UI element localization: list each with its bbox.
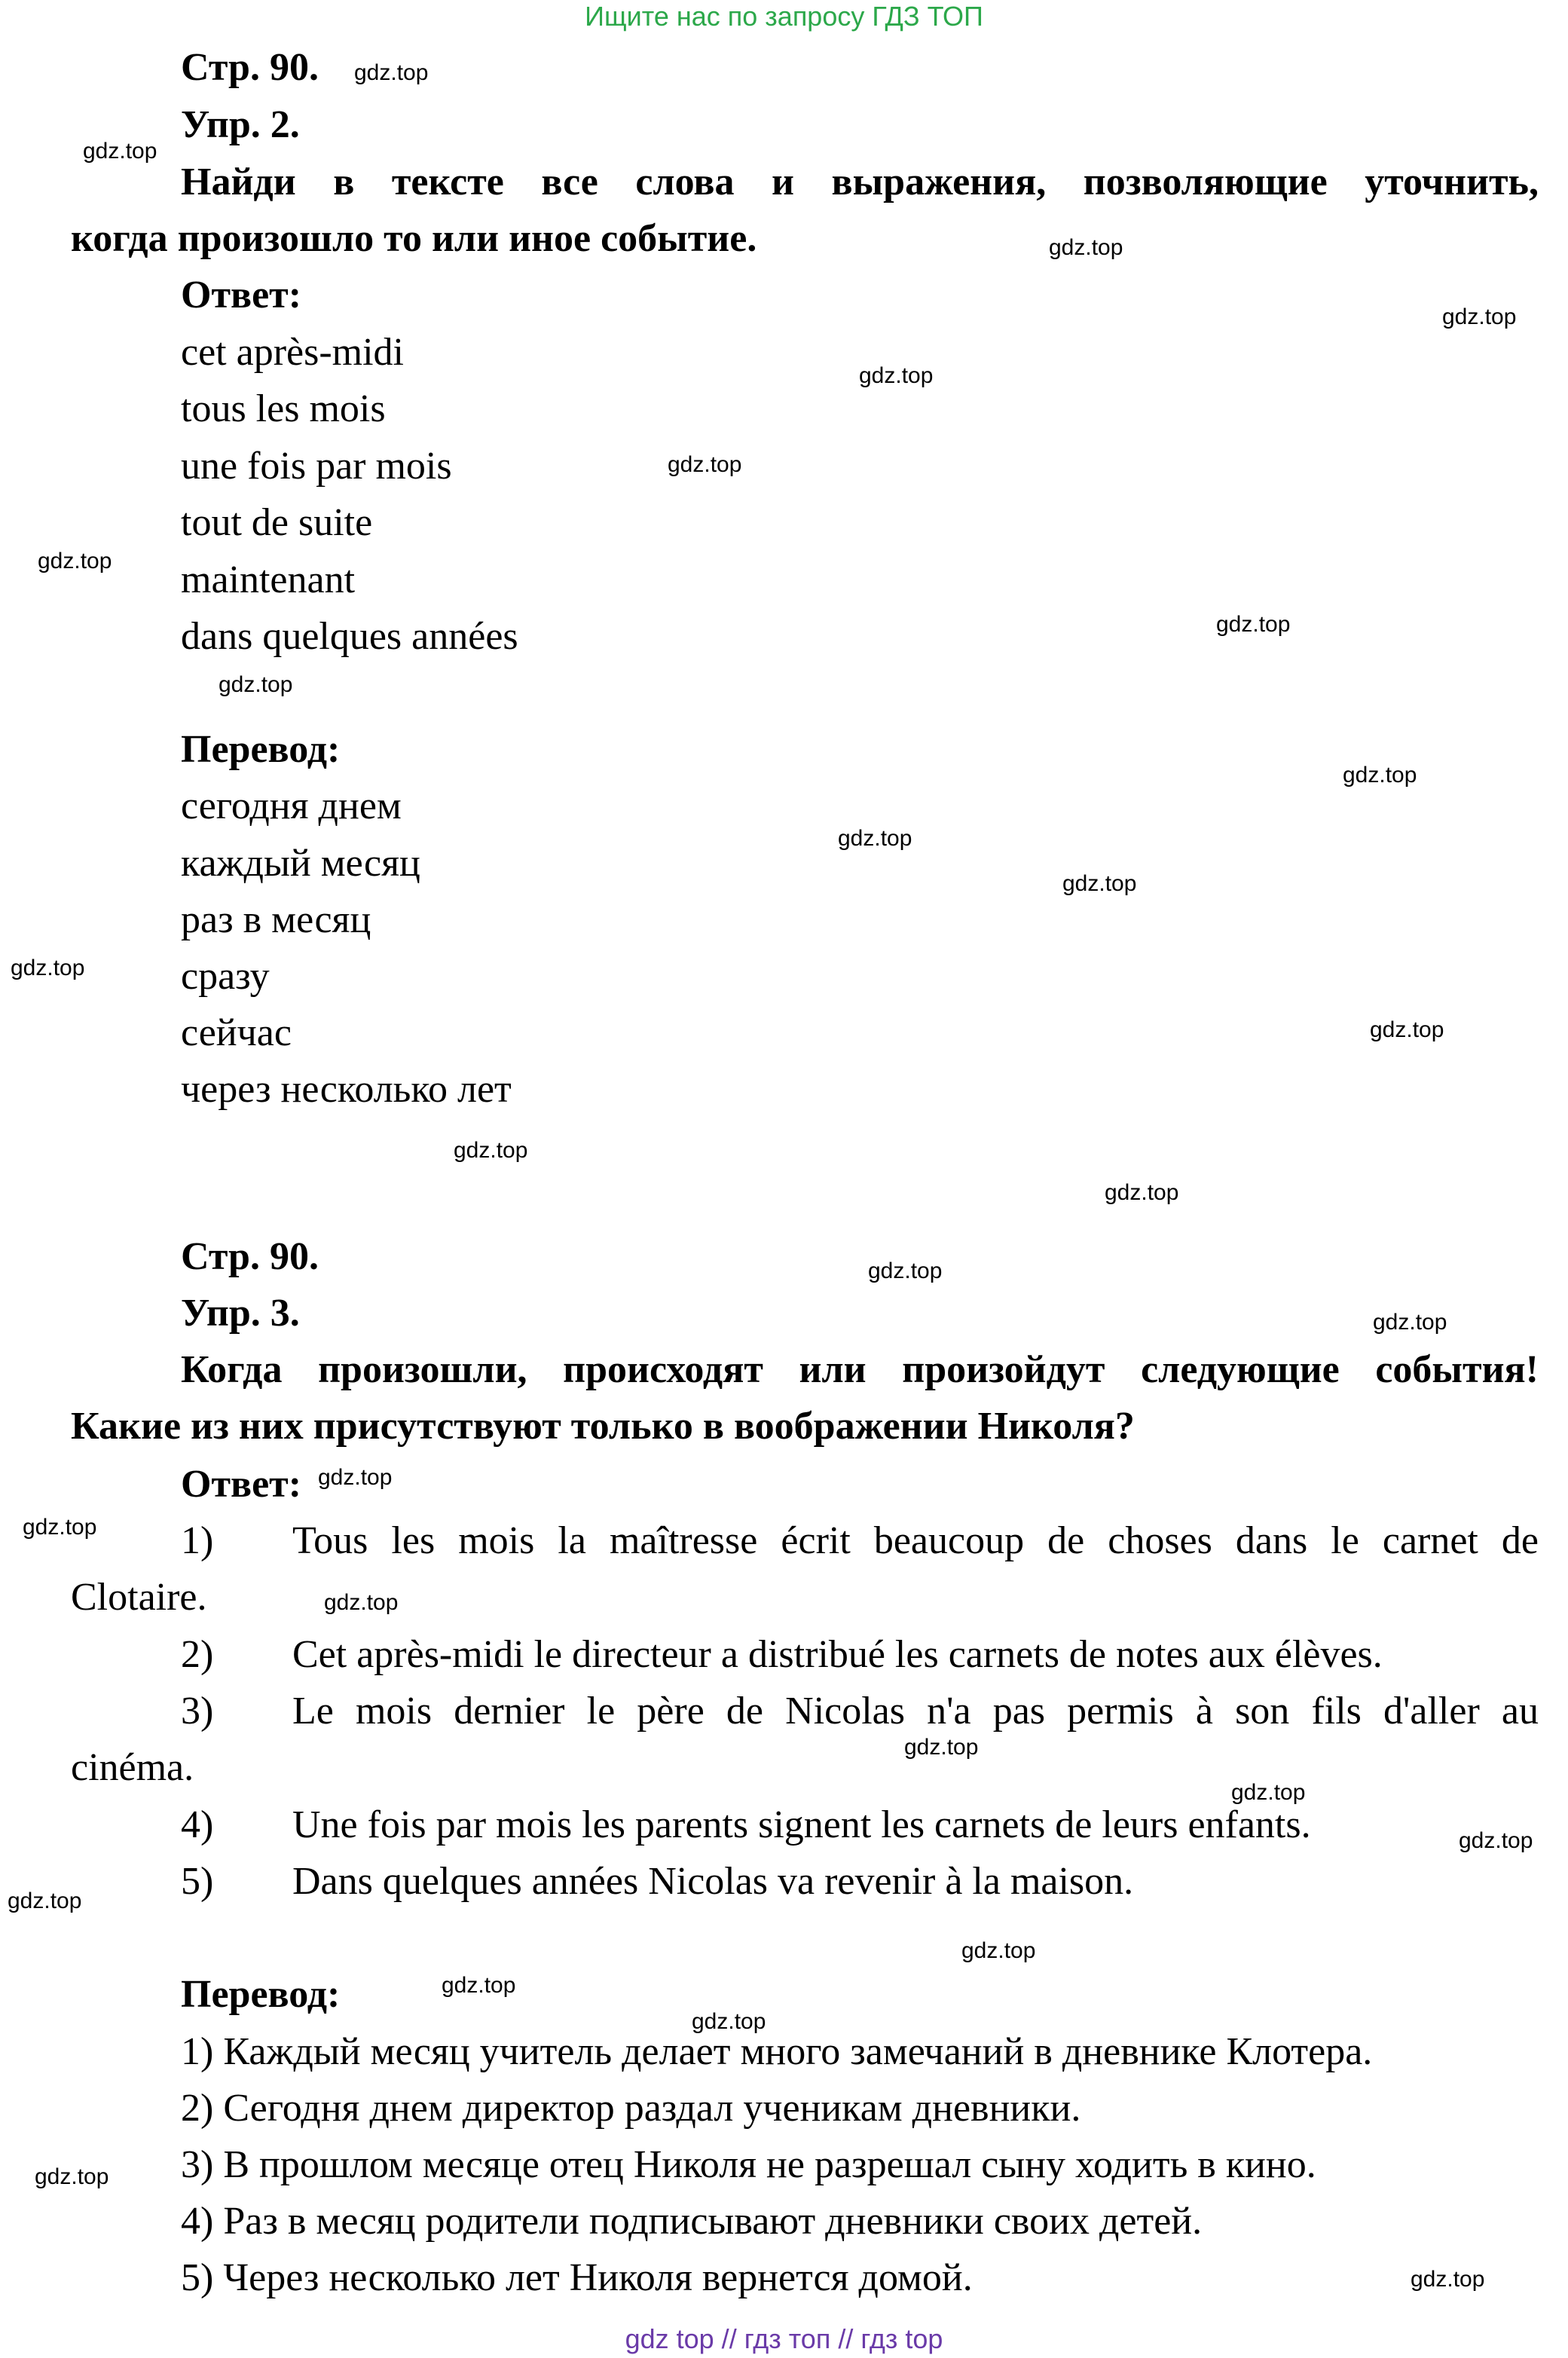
ex2-translation-label: Перевод: (181, 728, 341, 771)
ex2-answer-item: cet après-midi (181, 331, 404, 374)
watermark: gdz.top (318, 1465, 393, 1490)
ex3-item-text: Une fois par mois les parents signent les carnets de leurs enfants. (292, 1803, 1311, 1846)
watermark: gdz.top (1373, 1310, 1447, 1335)
ex2-translation-item: сегодня днем (181, 784, 402, 827)
watermark: gdz.top (1343, 763, 1417, 788)
watermark: gdz.top (23, 1515, 97, 1540)
ex3-item-text: Tous les mois la maîtresse écrit beaucoup de choses dans le carnet de (292, 1519, 1539, 1562)
ex3-translation-item: 4) Раз в месяц родители подписывают дневники своих детей. (181, 2200, 1203, 2243)
watermark: gdz.top (354, 60, 429, 85)
watermark: gdz.top (1216, 612, 1291, 637)
watermark: gdz.top (324, 1590, 399, 1615)
ex3-item-number: 5) (181, 1860, 214, 1903)
ex2-answer-item: tout de suite (181, 501, 373, 544)
watermark: gdz.top (35, 2164, 109, 2189)
watermark: gdz.top (1442, 304, 1517, 329)
ex3-translation-item: 5) Через несколько лет Николя вернется домой. (181, 2256, 973, 2299)
watermark: gdz.top (83, 139, 157, 164)
watermark: gdz.top (859, 363, 934, 388)
watermark: gdz.top (219, 672, 293, 697)
ex3-translation-item: 3) В прошлом месяце отец Николя не разрешал сыну ходить в кино. (181, 2143, 1316, 2186)
ex3-item-number: 4) (181, 1803, 214, 1846)
watermark: gdz.top (1370, 1017, 1444, 1042)
ex3-task-line1: Когда произошли, происходят или произойдут следующие события! (181, 1348, 1539, 1391)
watermark: gdz.top (38, 549, 112, 573)
ex3-item-number: 1) (181, 1519, 214, 1562)
search-banner[interactable]: Ищите нас по запросу ГДЗ ТОП (585, 1, 983, 32)
watermark: gdz.top (692, 2009, 766, 2034)
ex2-answer-item: dans quelques années (181, 615, 518, 658)
ex2-number: Упр. 2. (181, 103, 300, 146)
ex3-page: Стр. 90. (181, 1235, 319, 1278)
watermark: gdz.top (1231, 1780, 1306, 1805)
watermark: gdz.top (11, 956, 85, 980)
ex2-task-line2: когда произошло то или иное событие. (71, 217, 757, 260)
ex2-answer-label: Ответ: (181, 274, 302, 317)
ex2-answer-item: tous les mois (181, 387, 386, 430)
ex3-item-text: Cet après-midi le directeur a distribué les carnets de notes aux élèves. (292, 1633, 1383, 1676)
footer-links[interactable]: gdz top // гдз топ // гдз top (625, 2323, 943, 2354)
ex3-translation-item: 2) Сегодня днем директор раздал ученикам дневники. (181, 2087, 1081, 2130)
ex3-translation-label: Перевод: (181, 1973, 341, 2016)
watermark: gdz.top (904, 1735, 979, 1760)
watermark: gdz.top (442, 1973, 516, 1998)
ex2-translation-item: раз в месяц (181, 898, 371, 941)
watermark: gdz.top (868, 1259, 943, 1283)
watermark: gdz.top (961, 1938, 1036, 1963)
ex3-item-text: Dans quelques années Nicolas va revenir à la maison. (292, 1860, 1134, 1903)
watermark: gdz.top (1459, 1828, 1533, 1853)
watermark: gdz.top (1411, 2267, 1485, 2292)
ex2-page: Стр. 90. (181, 46, 319, 89)
ex3-item-text-cont: cinéma. (71, 1746, 194, 1789)
ex2-task-line1: Найди в тексте все слова и выражения, позволяющие уточнить, (181, 161, 1539, 203)
ex3-item-text-cont: Clotaire. (71, 1576, 207, 1619)
ex3-translation-item: 1) Каждый месяц учитель делает много замечаний в дневнике Клотера. (181, 2030, 1373, 2073)
ex2-answer-item: maintenant (181, 558, 356, 601)
ex3-item-number: 2) (181, 1633, 214, 1676)
ex3-item-number: 3) (181, 1690, 214, 1733)
ex3-item-text: Le mois dernier le père de Nicolas n'a pas permis à son fils d'aller au (292, 1690, 1539, 1733)
watermark: gdz.top (838, 826, 912, 851)
ex3-task-line2: Какие из них присутствуют только в воображении Николя? (71, 1405, 1135, 1448)
watermark: gdz.top (1105, 1180, 1179, 1205)
ex3-answer-label: Ответ: (181, 1463, 302, 1506)
ex3-number: Упр. 3. (181, 1292, 300, 1335)
ex2-translation-item: сейчас (181, 1011, 292, 1054)
watermark: gdz.top (668, 452, 742, 477)
watermark: gdz.top (454, 1138, 528, 1163)
ex2-answer-item: une fois par mois (181, 445, 452, 488)
watermark: gdz.top (8, 1889, 82, 1913)
ex2-translation-item: через несколько лет (181, 1068, 512, 1111)
ex2-translation-item: каждый месяц (181, 842, 420, 885)
ex2-translation-item: сразу (181, 955, 270, 998)
watermark: gdz.top (1049, 235, 1123, 260)
watermark: gdz.top (1062, 871, 1137, 896)
